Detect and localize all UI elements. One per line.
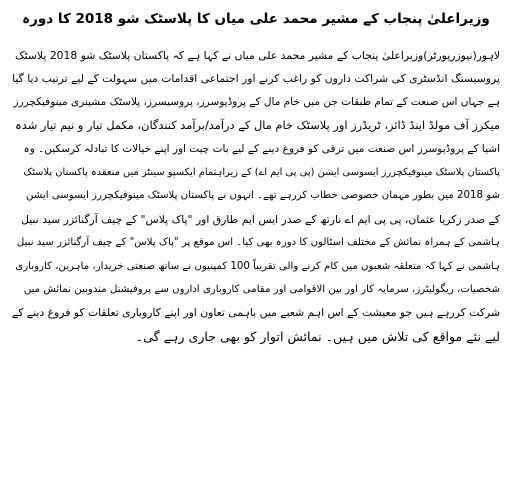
article-line: پروسیسنگ انڈسٹری کی شراکت داروں کو راغب کرنے اور اجتماعی اقدامات میں سہولت کے لیے ترتیب دیا گیا	[12, 72, 500, 86]
article-line: شرکت کررہے ہیں جو معیشت کے اس اہم شعبے میں باہمی تعاون اور اپنے کاروباری تعلقات کو فروغ دینے کے	[12, 306, 500, 320]
article-line: لیے نئے مواقع کی تلاش میں ہیں۔ نمائش اتوار کو بھی جاری رہے گی۔	[135, 328, 500, 344]
article-line: کے صدر زکریا عثمان، پی پی ایم اے نارتھ کے صدر ایس ایم طارق اور "پاک پلاس" کے چیف آرگنائزر سید نبیل	[21, 212, 500, 226]
article-line: ہاشمی نے کہا کہ متعلقہ شعبوں میں کام کرنے والی تقریباً 100 کمپنیوں نے ساتھ صنعتی خریدار، ماہرین، کاروباری	[15, 260, 500, 272]
article-line: لاہور(نیوزرپورٹر)وزیراعلیٰ پنجاب کے مشیر محمد علی میاں نے کہا ہے کہ پاکستان پلاسٹک شو 2018 پلاسٹک	[14, 49, 500, 62]
article-body	[12, 44, 500, 348]
article-line: شخصیات، ریگولیٹرز، سرمایہ کار اور بین الاقوامی اور مقامی کاروباری اداروں سے پروفیشنل مندوبین نمائش میں	[23, 284, 500, 296]
article-line: اشیا کے پروڈیوسرز اس صنعت میں ترقی کو فروغ دینے کے لیے بات چیت اور اپنے خیالات کا تبادلہ کرسکیں۔ وہ	[23, 142, 500, 155]
article-headline: وزیراعلیٰ پنجاب کے مشیر محمد علی میاں کا پلاسٹک شو 2018 کا دورہ	[22, 11, 490, 27]
article-line: پاکستان پلاسٹک مینوفیکچررز ایسوسی ایشن (پی پی ایم اے) کے زیراہتمام ایکسپو سینٹر میں منعقدہ پاکستان پلاسٹک	[23, 167, 500, 179]
article-line: ہے جہاں اس صنعت کے تمام طبقات جن میں خام مال کے پروڈیوسرز، پروسیسرز، پلاسٹک مشینری مینوفیکچررز	[13, 95, 500, 108]
article-line: شو 2018 میں بطور مہمان خصوصی خطاب کررہے تھے۔ انہوں نے پاکستان پلاسٹک مینوفیکچررز ایسوسی ایشن	[26, 190, 500, 202]
article-line: ہاشمی کے ہمراہ نمائش کے مختلف اسٹالوں کا دورہ بھی کیا۔ اس موقع پر "پاک پلاس" کے چیف آرگنائزر سید نبیل	[16, 237, 500, 249]
article-line: میکرز آف مولڈ اینڈ ڈائز، ٹریڈرز اور پلاسٹک خام مال کے درآمد/برآمد کنندگان، مکمل تیار و نیم تیار شدہ	[15, 118, 500, 133]
